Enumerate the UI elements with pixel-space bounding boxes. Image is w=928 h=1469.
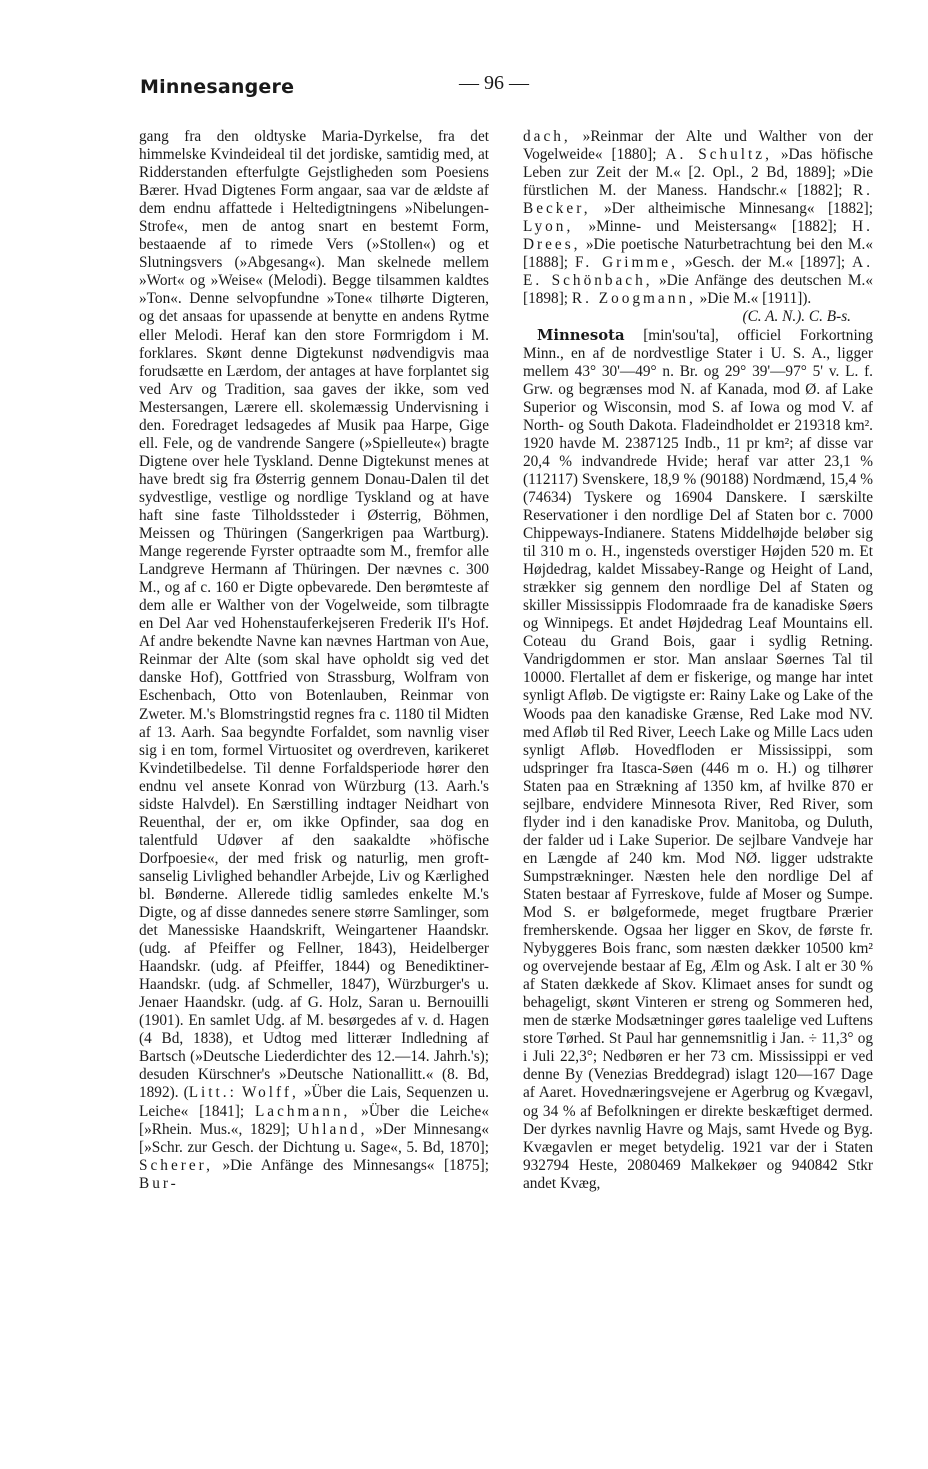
author-name: Scherer, bbox=[139, 1156, 213, 1174]
bibliography-continued bbox=[523, 128, 873, 308]
author-name: Lachmann, bbox=[254, 1102, 351, 1120]
page-header bbox=[140, 72, 868, 102]
reference-text: »Minne- und Meistersang« [1882]; bbox=[588, 218, 837, 236]
right-column bbox=[523, 128, 873, 1193]
reference-text: »Über die Lais, Sequenzen u. Leiche« [1841]; bbox=[139, 1084, 489, 1120]
running-title: Minnesangere bbox=[140, 76, 295, 98]
reference-text: »Die M.« [1911]). bbox=[699, 290, 812, 308]
body-text: gang fra den oldtyske Maria-Dyrkelse, fra det himmelske Kvindeideal til det jordiske, samtidig med, at Ridderstanden efterfulgte Gejstligheden som Poesiens Bærer. Hvad Digtenes Form angaar, saa var de ældste af dem endnu affattede i Heltedigtningens »Nibelungen-Strofe«, men de antog snart en bestemt Form, bestaaende af to rimede Vers (»Stollen«) og et Slutningsvers (»Abgesang«). Man skelnede mellem »Wort« og »Weise« (Melodi). Begge tilsammen kaldtes »Ton«. Denne selvopfundne »Tone« tilhørte Digteren, og det ansaas for upassende at benytte en andens Rytme eller Melodi. Heraf kan den store Formrigdom i M. forklares. Skønt denne Digtekunst nødvendigvis maa forudsætte en Lærdom, der antages at have forplantet sig ved Arv og Tradition, saa gaves der ikke, som ved Mestersangen, Lærere ell. skolemæssig Undervisning i den. Foredraget ledsagedes af Musik paa Harpe, Gige ell. Fele, og de vandrende Sangere (»Spielleute«) bragte Digtene over hele Tyskland. Denne Digtekunst menes at have bredt sig fra Østerrig gennem Donau-Dalen til det sydvestlige, vestlige og nordlige Tyskland og at have haft sine faste Tilholdssteder i Østerrig, Böhmen, Meissen og Thüringen (Sangerkrigen paa Wartburg). Mange regerende Fyrster optraadte som M., fremfor alle Landgreve Hermann af Thüringen. Der nævnes c. 300 M., og af c. 160 er Digte opbevarede. Den berømteste af dem alle er Walther von der Vogelweide, som tilbragte en Del Aar ved Hohenstauferkejseren Frederik II's Hof. Af andre bekendte Navne kan nævnes Hartman von Aue, Reinmar der Alte (som skal have opholdt sig ved det danske Hof), Gottfried von Strassburg, Wolfram von Eschenbach, Otto von Botenlauben, Reinmar von Zweter. M.'s Blomstringstid regnes fra c. 1180 til Midten af 13. Aarh. Saa begyndte Forfaldet, som navnlig viser sig i en tom, formel Virtuositet og overdreven, karikeret Kvindetilbedelse. Til denne Forfaldsperiode hører den endnu vel ansete Konrad von Würzburg (13. Aarh.'s sidste Halvdel). En Særstilling indtager Neidhart von Reuenthal, der er, om ikke Opfinder, saa dog en talentfuld Udøver af den saakaldte »höfische Dorfpoesie«, der med frisk og naturlig, men groft-sanselig Livlighed behandler Arbejde, Liv og Kærlighed bl. Bønderne. Allerede tidlig samledes enkelte M.'s Digte, og af disse dannedes senere større Samlinger, som det Manessiske Haandskrift, Weingartener Haandskr. (udg. af Pfeiffer og Fellner, 1843), Heidelberger Haandskr. (udg. af Pfeiffer, 1844) og Benediktiner-Haandskr. (udg. af Schmeller, 1847), Würzburger's u. Jenaer Haandskr. (udg. af G. Holz, Saran u. Bernouilli (1901). En samlet Udg. af M. besørgedes af v. d. Hagen (4 Bd, 1838), et Udtog med litterær Indledning af Bartsch (»Deutsche Liederdichter des 12.—14. Jahrh.'s); desuden Kürschner's »Deutsche Nationallitt.« (8. Bd, 1892). bbox=[139, 128, 489, 1102]
author-name: Bur- bbox=[139, 1174, 179, 1192]
reference-text: »Der altheimische Minnesang« [1882]; bbox=[604, 200, 873, 218]
article-text: gang fra den oldtyske Maria-Dyrkelse, fra det himmelske Kvindeideal til det jordiske, samtidig med, at Ridderstanden efterfulgte Gejstligheden som Poesiens Bærer. Hvad Digtenes Form angaar, saa var de ældste af dem endnu affattede i Heltedigtningens »Nibelungen-Strofe«, men de antog snart en bestemt Form, bestaaende af to rimede Vers (»Stollen«) og et Slutningsvers (»Abgesang«). Man skelnede mellem »Wort« og »Weise« (Melodi). Begge tilsammen kaldtes »Ton«. Denne selvopfundne »Tone« tilhørte Digteren, og det ansaas for upassende at benytte en andens Rytme eller Melodi. Heraf kan den store Formrigdom i M. forklares. Skønt denne Digtekunst nødvendigvis maa forudsætte en Lærdom, der antages at have forplantet sig ved Arv og Tradition, saa gaves der ikke, som ved Mestersangen, Lærere ell. skolemæssig Undervisning i den. Foredraget ledsagedes af Musik paa Harpe, Gige ell. Fele, og de vandrende Sangere (»Spielleute«) bragte Digtene over hele Tyskland. Denne Digtekunst menes at have bredt sig fra Østerrig gennem Donau-Dalen til det sydvestlige, vestlige og nordlige Tyskland og at have haft sine faste Tilholdssteder i Østerrig, Böhmen, Meissen og Thüringen (Sangerkrigen paa Wartburg). Mange regerende Fyrster optraadte som M., fremfor alle Landgreve Hermann af Thüringen. Der nævnes c. 300 M., og af c. 160 er Digte opbevarede. Den berømteste af dem alle er Walther von der Vogelweide, som tilbragte en Del Aar ved Hohenstauferkejseren Frederik II's Hof. Af andre bekendte Navne kan nævnes Hartman von Aue, Reinmar der Alte (som skal have opholdt sig ved det danske Hof), Gottfried von Strassburg, Wolfram von Eschenbach, Otto von Botenlauben, Reinmar von Zweter. M.'s Blomstringstid regnes fra c. 1180 til Midten af 13. Aarh. Saa begyndte Forfaldet, som navnlig viser sig i en tom, formel Virtuositet og overdreven, karikeret Kvindetilbedelse. Til denne Forfaldsperiode hører den endnu vel ansete Konrad von Würzburg (13. Aarh.'s sidste Halvdel). En Særstilling indtager Neidhart von Reuenthal, der er, om ikke Opfinder, saa dog en talentfuld Udøver af den saakaldte »höfische Dorfpoesie«, der med frisk og naturlig, men groft-sanselig Livlighed behandler Arbejde, Liv og Kærlighed bl. Bønderne. Allerede tidlig samledes enkelte M.'s Digte, og af disse dannedes senere større Samlinger, som det Manessiske Haandskrift, Weingartener Haandskr. (udg. af Pfeiffer og Fellner, 1843), Heidelberger Haandskr. (udg. af Pfeiffer, 1844) og Benediktiner-Haandskr. (udg. af Schmeller, 1847), Würzburger's u. Jenaer Haandskr. (udg. af G. Holz, Saran u. Bernouilli (1901). En samlet Udg. af M. besørgedes af v. d. Hagen (4 Bd, 1838), et Udtog med litterær Indledning af Bartsch (»Deutsche Liederdichter des 12.—14. Jahrh.'s); desuden Kürschner's »Deutsche Nationallitt.« (8. Bd, 1892). (Litt.: Wolff, »Über die Lais, Sequenzen u. Leiche« [1841]; Lachmann, »Über die Leiche« [»Rhein. Mus.«, 1829]; Uhland, »Der Minnesang« [»Schr. zur Gesch. der Dichtung u. Sage«, 5. Bd, 1870]; Scherer, »Die Anfänge des Minnesangs« [1875]; Bur- bbox=[139, 128, 490, 1192]
author-name: dach, bbox=[523, 128, 571, 145]
page-number: — 96 — bbox=[459, 72, 529, 94]
author-name: F. Grimme, bbox=[575, 254, 678, 272]
litt-label: Litt.: bbox=[188, 1084, 237, 1102]
author-signature: (C. A. N.). C. B-s. bbox=[742, 308, 851, 326]
entry-text: [min'sou'ta], officiel Forkortning Minn., en af de nordvestlige Stater i U. S. A., ligger mellem 43° 30'—49° n. Br. og 29° 39'—97° 5' v. L. f. Grw. og begrænses mod N. af Kanada, mod Ø. af Lake Superior og Wisconsin, mod S. af Iowa og mod V. af North- og South Dakota. Fladeindholdet er 219318 km². 1920 havde M. 2387125 Indb., 11 pr km²; af disse var 20,4 % indvandrede Hvide; heraf var atter 23,1 % (112117) Svenskere, 18,9 % (90188) Nordmænd, 15,4 % (74634) Tyskere og 16904 Danskere. I særskilte Reservationer i den nordlige Del af Staten bor c. 7000 Chippeways-Indianere. Statens Middelhøjde beløber sig til 310 m o. H., ingensteds overstiger Højden 520 m. Et Højdedrag, kaldet Missabey-Range og Height of Land, strækker sig gennem den nordlige Del af Staten og skiller Mississippis Flodomraade fra de kanadiske Søers og Winnipegs. Et andet Højdedrag Leaf Mountains ell. Coteau du Grand Bois, gaar i sydlig Retning. Vandrigdommen er stor. Man anslaar Søernes Tal til 10000. Flertallet af dem er fiskerige, og mange har intet synligt Afløb. De vigtigste er: Rainy Lake og Lake of the Woods paa den kanadiske Grænse, Red Lake mod NV. med Afløb til Red River, Leech Lake og Mille Lacs uden synligt Afløb. Hovedfloden er Mississippi, som udspringer fra Itasca-Søen (446 m o. H.) og tilhører Staten paa en Strækning af 1350 km, af hvilke 870 er sejlbare, endvidere Minnesota River, Red River, som flyder ind i den kanadiske Prov. Manitoba, og Duluth, der falder ud i Lake Superior. De sejlbare Vandveje har en Længde af 240 km. Mod NØ. ligger udstrakte Sumpstrækninger. Næsten hele den nordlige Del af Staten bestaar af Fyrreskove, fulde af Moser og Sumpe. Mod S. er bølgeformede, meget frugtbare Prærier fremherskende. Ogsaa her ligger en Skov, de første fr. Nybyggeres Bois franc, som næsten dækker 10500 km² og overvejende bestaar af Eg, Ælm og Ask. I alt er 30 % af Staten dækkede af Skov. Klimaet anses for sundt og behageligt, skønt Vinteren er streng og Sommeren hed, men de stærke Modsætninger gøres taalelige ved Luftens store Tørhed. St Paul har gennemsnitlig i Jan. ÷ 11,3° og i Juli 22,3°; Nedbøren er her 73 cm. Mississippi er ved denne By (Venezias Breddegrad) islagt 120—167 Dage af Aaret. Hovednæringsvejene er Agerbrug og Kvægavl, og 34 % af Befolkningen er direkte beskæftiget dermed. Der dyrkes navnlig Havre og Majs, samt Hvede og Byg. Kvægavlen er meget betydelig. 1921 var der i Staten 932794 Heste, 2080469 Malkekøer og 940842 Stkr andet Kvæg, bbox=[523, 326, 874, 1192]
reference-text: »Der Minnesang« [»Schr. zur Gesch. der Dichtung u. Sage«, 5. Bd, 1870]; bbox=[139, 1120, 490, 1156]
reference-text: »Über die Leiche« [»Rhein. Mus.«, 1829]; bbox=[139, 1102, 489, 1138]
reference-text: »Gesch. der M.« [1897]; bbox=[684, 254, 846, 272]
author-name: R. Zoogmann, bbox=[571, 290, 696, 308]
author-name: H. Drees, bbox=[523, 218, 873, 254]
author-name: A. E. Schönbach, bbox=[523, 254, 874, 290]
reference-text: »Die Anfänge des deutschen M.« [1898]; bbox=[523, 272, 873, 308]
author-name: Uhland, bbox=[297, 1120, 368, 1138]
left-column bbox=[139, 128, 489, 1193]
author-name: R. Becker, bbox=[523, 182, 873, 218]
reference-text: »Das höfische Leben zur Zeit der M.« [2. Opl., 2 Bd, 1889]; »Die fürstlichen M. der Maness. Handschr.« [1882]; bbox=[523, 146, 873, 200]
reference-text: »Die Anfänge des Minnesangs« [1875]; bbox=[222, 1156, 489, 1174]
entry-headword: Minnesota bbox=[537, 326, 625, 344]
entry-minnesota bbox=[523, 327, 873, 1193]
reference-text: »Die poetische Naturbetrachtung bei den M.« [1888]; bbox=[523, 236, 873, 272]
reference-text: »Reinmar der Alte und Walther von der Vogelweide« [1880]; bbox=[523, 128, 873, 164]
author-name: A. Schultz, bbox=[665, 146, 772, 164]
author-name: Wolff, bbox=[241, 1084, 299, 1102]
author-name: Lyon, bbox=[523, 218, 574, 236]
